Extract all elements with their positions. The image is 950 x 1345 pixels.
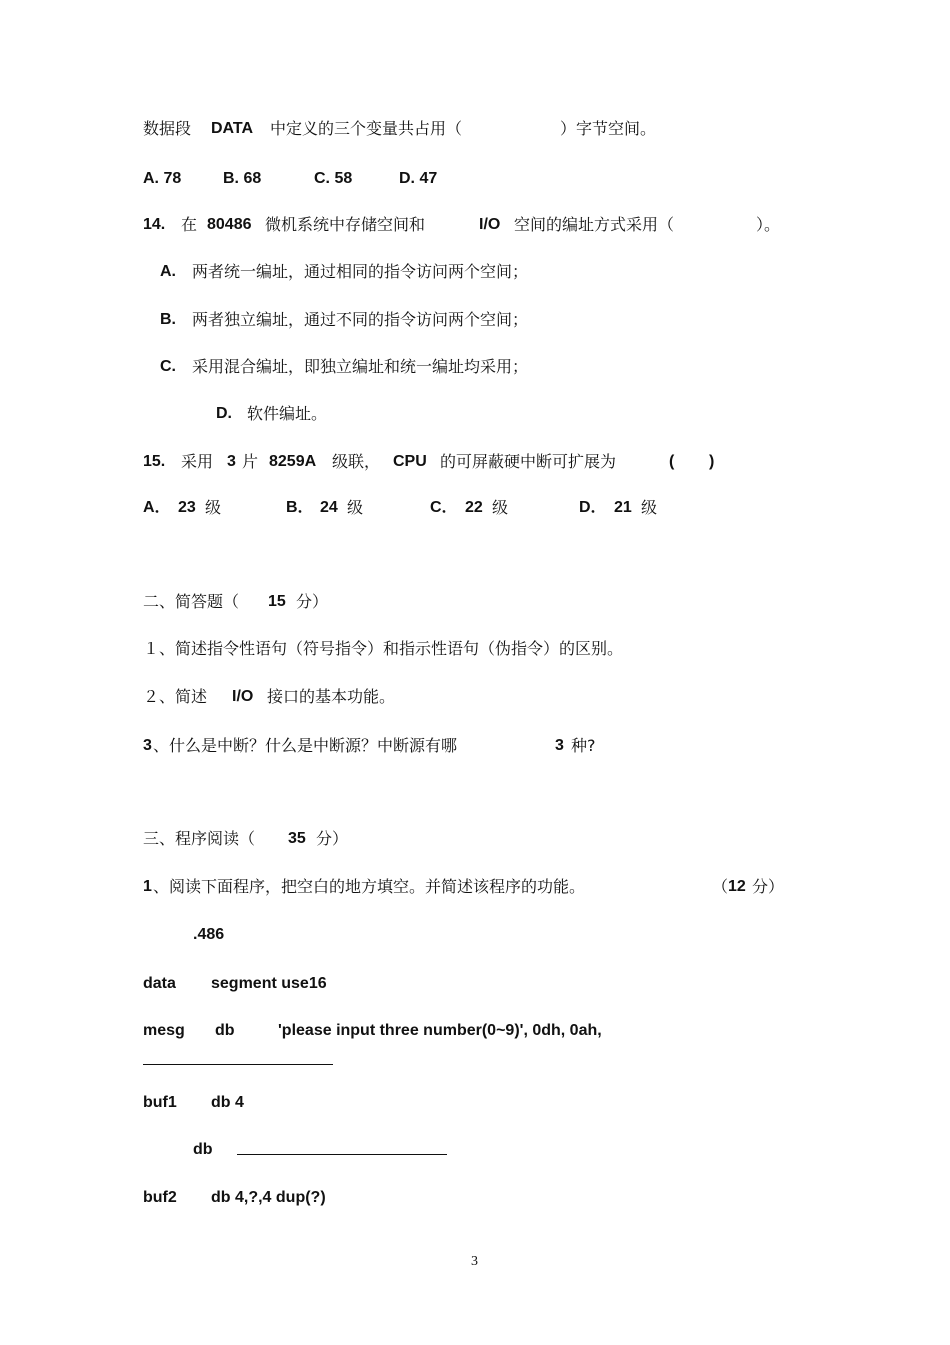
section2-q3-c: 3 xyxy=(555,737,564,754)
section3-q1-a: 1 xyxy=(143,878,152,895)
fill-in-blank-2 xyxy=(237,1154,447,1155)
code-line-6-text: db 4,?,4 dup(?) xyxy=(211,1189,326,1206)
q13-option-a: A. 78 xyxy=(143,170,182,187)
q13-option-d: D. 47 xyxy=(399,170,438,187)
q15-text-d: 8259A xyxy=(269,453,317,470)
fill-in-blank-1 xyxy=(143,1064,333,1065)
q14-text-f: ）。 xyxy=(756,215,781,234)
section2-q3-d: 种? xyxy=(571,736,596,755)
q14-number: 14. xyxy=(143,216,166,233)
q15-text-e: 级联， xyxy=(332,452,381,471)
code-directive: .486 xyxy=(193,926,225,943)
q15-option-d-label: D． xyxy=(579,499,607,516)
q15-option-d-num: 21 xyxy=(614,499,632,516)
section2-q3-b: 、什么是中断？什么是中断源？中断源有哪 xyxy=(153,736,458,755)
q15-option-b-num: 24 xyxy=(320,499,338,516)
section2-q2-c: 接口的基本功能。 xyxy=(267,687,396,706)
code-line-4-text: db 4 xyxy=(211,1094,244,1111)
q15-text-a: 采用 xyxy=(181,452,214,471)
q13-stem-data: DATA xyxy=(211,120,254,137)
section3-title-a: 三、程序阅读（ xyxy=(143,829,256,848)
q15-text-g: 的可屏蔽硬中断可扩展为 xyxy=(440,452,617,471)
q13-stem-text-d: ）字节空间。 xyxy=(560,119,657,138)
q15-option-c-label: C． xyxy=(430,499,458,516)
code-line-5-op: db xyxy=(193,1141,213,1158)
q13-stem-text-a: 数据段 xyxy=(143,119,192,138)
q15-option-c-unit: 级 xyxy=(492,498,509,517)
q15-text-c: 片 xyxy=(242,452,259,471)
q14-option-d-label: D. xyxy=(216,405,232,422)
q15-option-a-label: A． xyxy=(143,499,171,516)
q15-paren-open: ( xyxy=(669,453,675,470)
q15-option-a-num: 23 xyxy=(178,499,196,516)
section3-title-score: 35 xyxy=(288,830,306,847)
section3-q1-c: （ xyxy=(712,877,729,896)
code-line-3-op: db xyxy=(215,1022,235,1039)
q15-option-b-unit: 级 xyxy=(347,498,364,517)
q14-text-d: I/O xyxy=(479,216,501,233)
q15-paren-close: ) xyxy=(709,453,715,470)
section2-q2-b: I/O xyxy=(232,688,254,705)
q13-stem-text-c: 中定义的三个变量共占用（ xyxy=(270,119,463,138)
section2-title-score: 15 xyxy=(268,593,286,610)
code-line-3-text: 'please input three number(0~9)', 0dh, 0ah, xyxy=(278,1022,602,1039)
code-line-4-label: buf1 xyxy=(143,1094,177,1111)
code-line-2-text: segment use16 xyxy=(211,975,327,992)
section2-q1-text: １、简述指令性语句（符号指令）和指示性语句（伪指令）的区别。 xyxy=(143,639,624,658)
q14-option-b-text: 两者独立编址，通过不同的指令访问两个空间； xyxy=(192,310,529,329)
q14-text-b: 80486 xyxy=(207,216,252,233)
q14-text-c: 微机系统中存储空间和 xyxy=(265,215,426,234)
q14-option-c-text: 采用混合编址，即独立编址和统一编址均采用； xyxy=(192,357,529,376)
section2-q3-a: 3 xyxy=(143,737,152,754)
q14-option-b-label: B. xyxy=(160,311,176,328)
code-line-2-label: data xyxy=(143,975,176,992)
section3-q1-e: 分） xyxy=(752,877,785,896)
q15-text-f: CPU xyxy=(393,453,427,470)
q15-option-d-unit: 级 xyxy=(641,498,658,517)
section3-q1-b: 、阅读下面程序，把空白的地方填空。并简述该程序的功能。 xyxy=(153,877,586,896)
code-line-3-label: mesg xyxy=(143,1022,185,1039)
q14-option-d-text: 软件编址。 xyxy=(247,404,328,423)
q15-option-c-num: 22 xyxy=(465,499,483,516)
section2-title-c: 分） xyxy=(296,592,329,611)
q14-option-a-label: A. xyxy=(160,263,176,280)
q13-option-b: B. 68 xyxy=(223,170,262,187)
q14-text-a: 在 xyxy=(181,215,198,234)
q14-option-c-label: C. xyxy=(160,358,176,375)
q14-option-a-text: 两者统一编址，通过相同的指令访问两个空间； xyxy=(192,262,529,281)
section2-title-a: 二、简答题（ xyxy=(143,592,240,611)
section2-q2-a: ２、简述 xyxy=(143,687,208,706)
q15-option-b-label: B． xyxy=(286,499,314,516)
section3-title-c: 分） xyxy=(316,829,349,848)
page-number: 3 xyxy=(471,1254,478,1269)
q13-option-c: C. 58 xyxy=(314,170,353,187)
section3-q1-d: 12 xyxy=(728,878,746,895)
q15-number: 15. xyxy=(143,453,166,470)
code-line-6-label: buf2 xyxy=(143,1189,177,1206)
q15-option-a-unit: 级 xyxy=(205,498,222,517)
q14-text-e: 空间的编址方式采用（ xyxy=(514,215,675,234)
q15-text-b: 3 xyxy=(227,453,236,470)
